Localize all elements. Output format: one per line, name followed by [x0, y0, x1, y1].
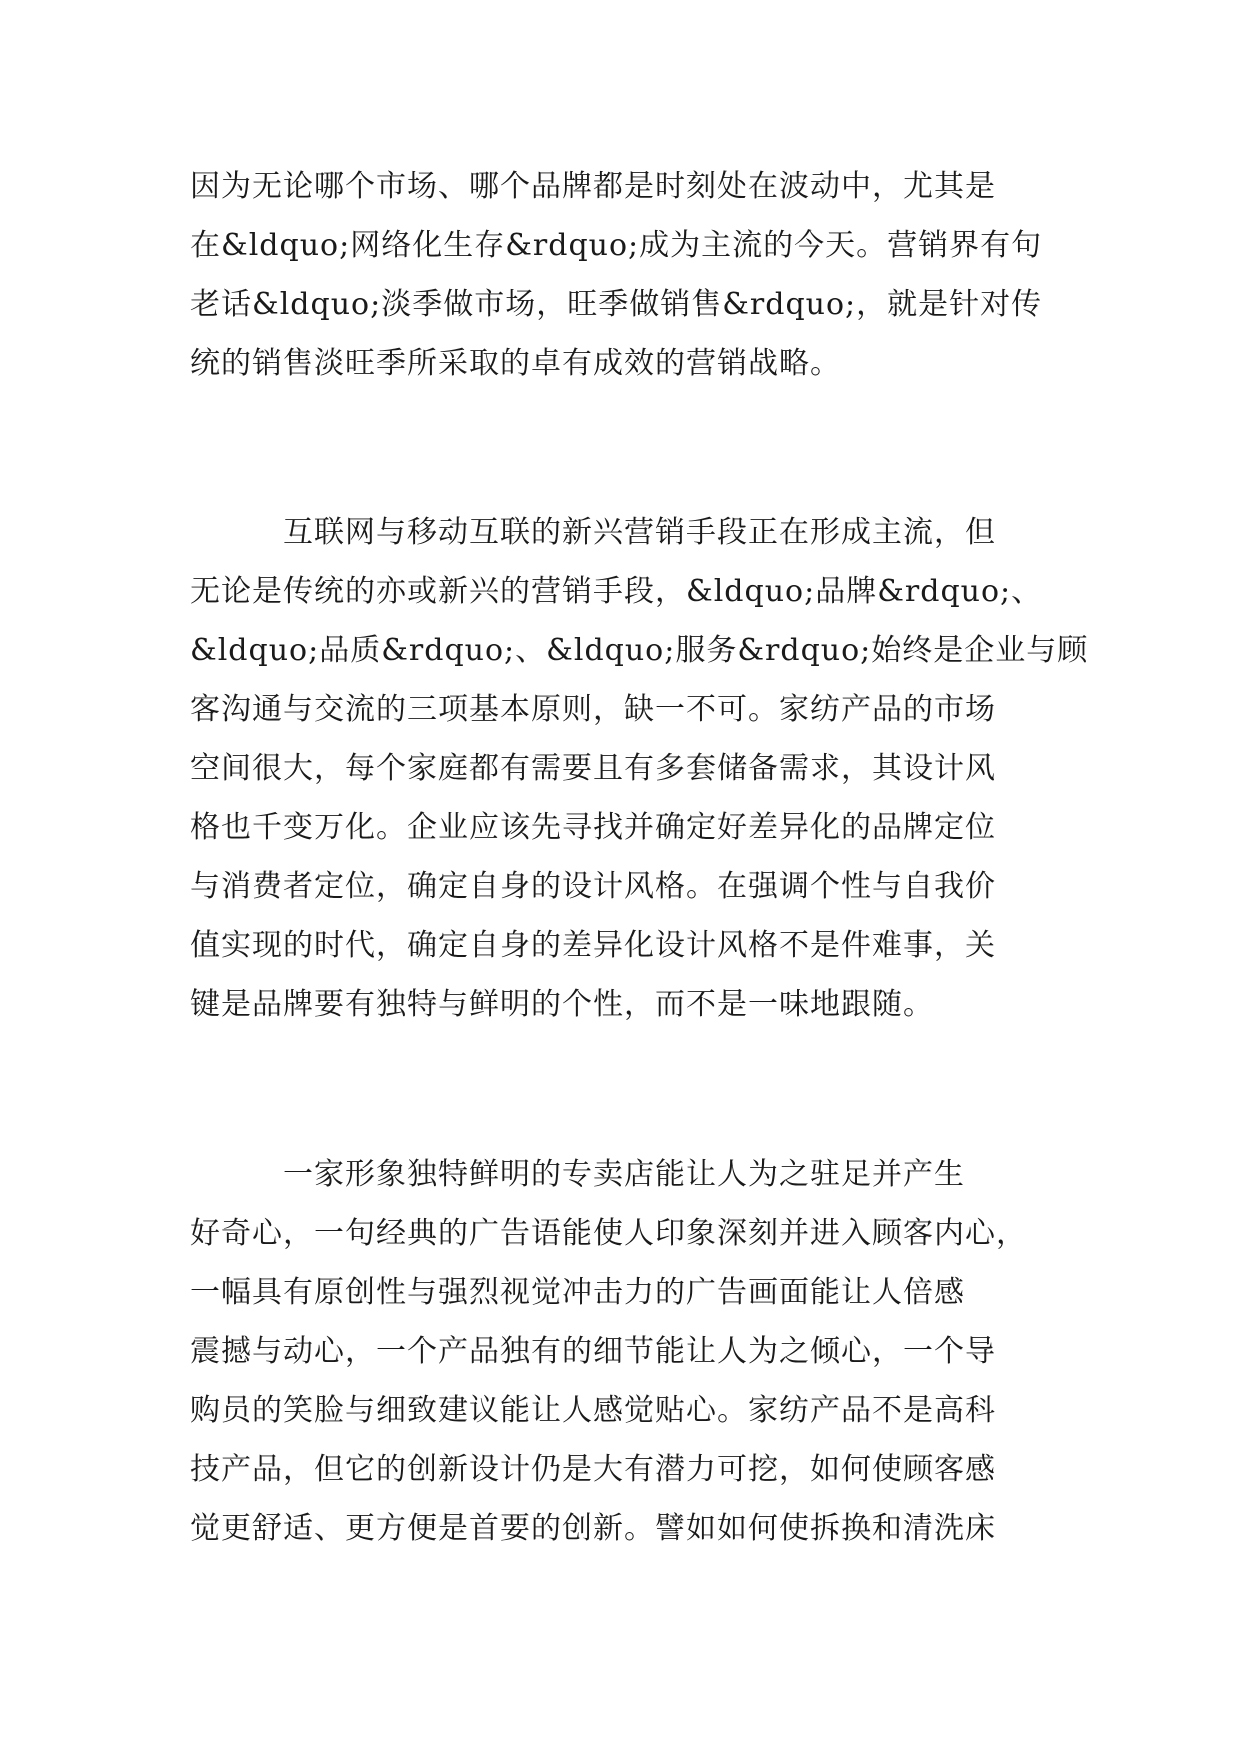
text-line: 觉更舒适、更方便是首要的创新。譬如如何使拆换和清洗床 — [190, 1511, 996, 1546]
text-line: 空间很大，每个家庭都有需要且有多套储备需求，其设计风 — [190, 751, 996, 786]
text-line: 无论是传统的亦或新兴的营销手段，&ldquo;品牌&rdquo;、 — [190, 574, 1043, 609]
text-line: 一幅具有原创性与强烈视觉冲击力的广告画面能让人倍感 — [190, 1275, 965, 1310]
text-line: 互联网与移动互联的新兴营销手段正在形成主流，但 — [190, 515, 996, 550]
text-line: 购员的笑脸与细致建议能让人感觉贴心。家纺产品不是高科 — [190, 1393, 996, 1428]
text-line: 因为无论哪个市场、哪个品牌都是时刻处在波动中，尤其是 — [190, 169, 996, 204]
text-line: 在&ldquo;网络化生存&rdquo;成为主流的今天。营销界有句 — [190, 228, 1043, 263]
text-line: 与消费者定位，确定自身的设计风格。在强调个性与自我价 — [190, 869, 996, 904]
text-line: 震撼与动心，一个产品独有的细节能让人为之倾心，一个导 — [190, 1334, 996, 1369]
text-line: 老话&ldquo;淡季做市场，旺季做销售&rdquo;，就是针对传 — [190, 287, 1043, 322]
text-line: &ldquo;品质&rdquo;、&ldquo;服务&rdquo;始终是企业与顾 — [190, 633, 1089, 668]
text-line: 值实现的时代，确定自身的差异化设计风格不是件难事，关 — [190, 928, 996, 963]
text-line: 技产品，但它的创新设计仍是大有潜力可挖，如何使顾客感 — [190, 1452, 996, 1487]
text-line: 统的销售淡旺季所采取的卓有成效的营销战略。 — [190, 346, 841, 381]
text-line: 好奇心，一句经典的广告语能使人印象深刻并进入顾客内心， — [190, 1216, 1027, 1251]
paragraph-2 — [190, 503, 1089, 1034]
text-line: 一家形象独特鲜明的专卖店能让人为之驻足并产生 — [190, 1157, 965, 1192]
text-line: 客沟通与交流的三项基本原则，缺一不可。家纺产品的市场 — [190, 692, 996, 727]
paragraph-3 — [190, 1145, 1060, 1558]
text-line: 键是品牌要有独特与鲜明的个性，而不是一味地跟随。 — [190, 987, 934, 1022]
text-line: 格也千变万化。企业应该先寻找并确定好差异化的品牌定位 — [190, 810, 996, 845]
paragraph-1 — [190, 157, 1060, 393]
